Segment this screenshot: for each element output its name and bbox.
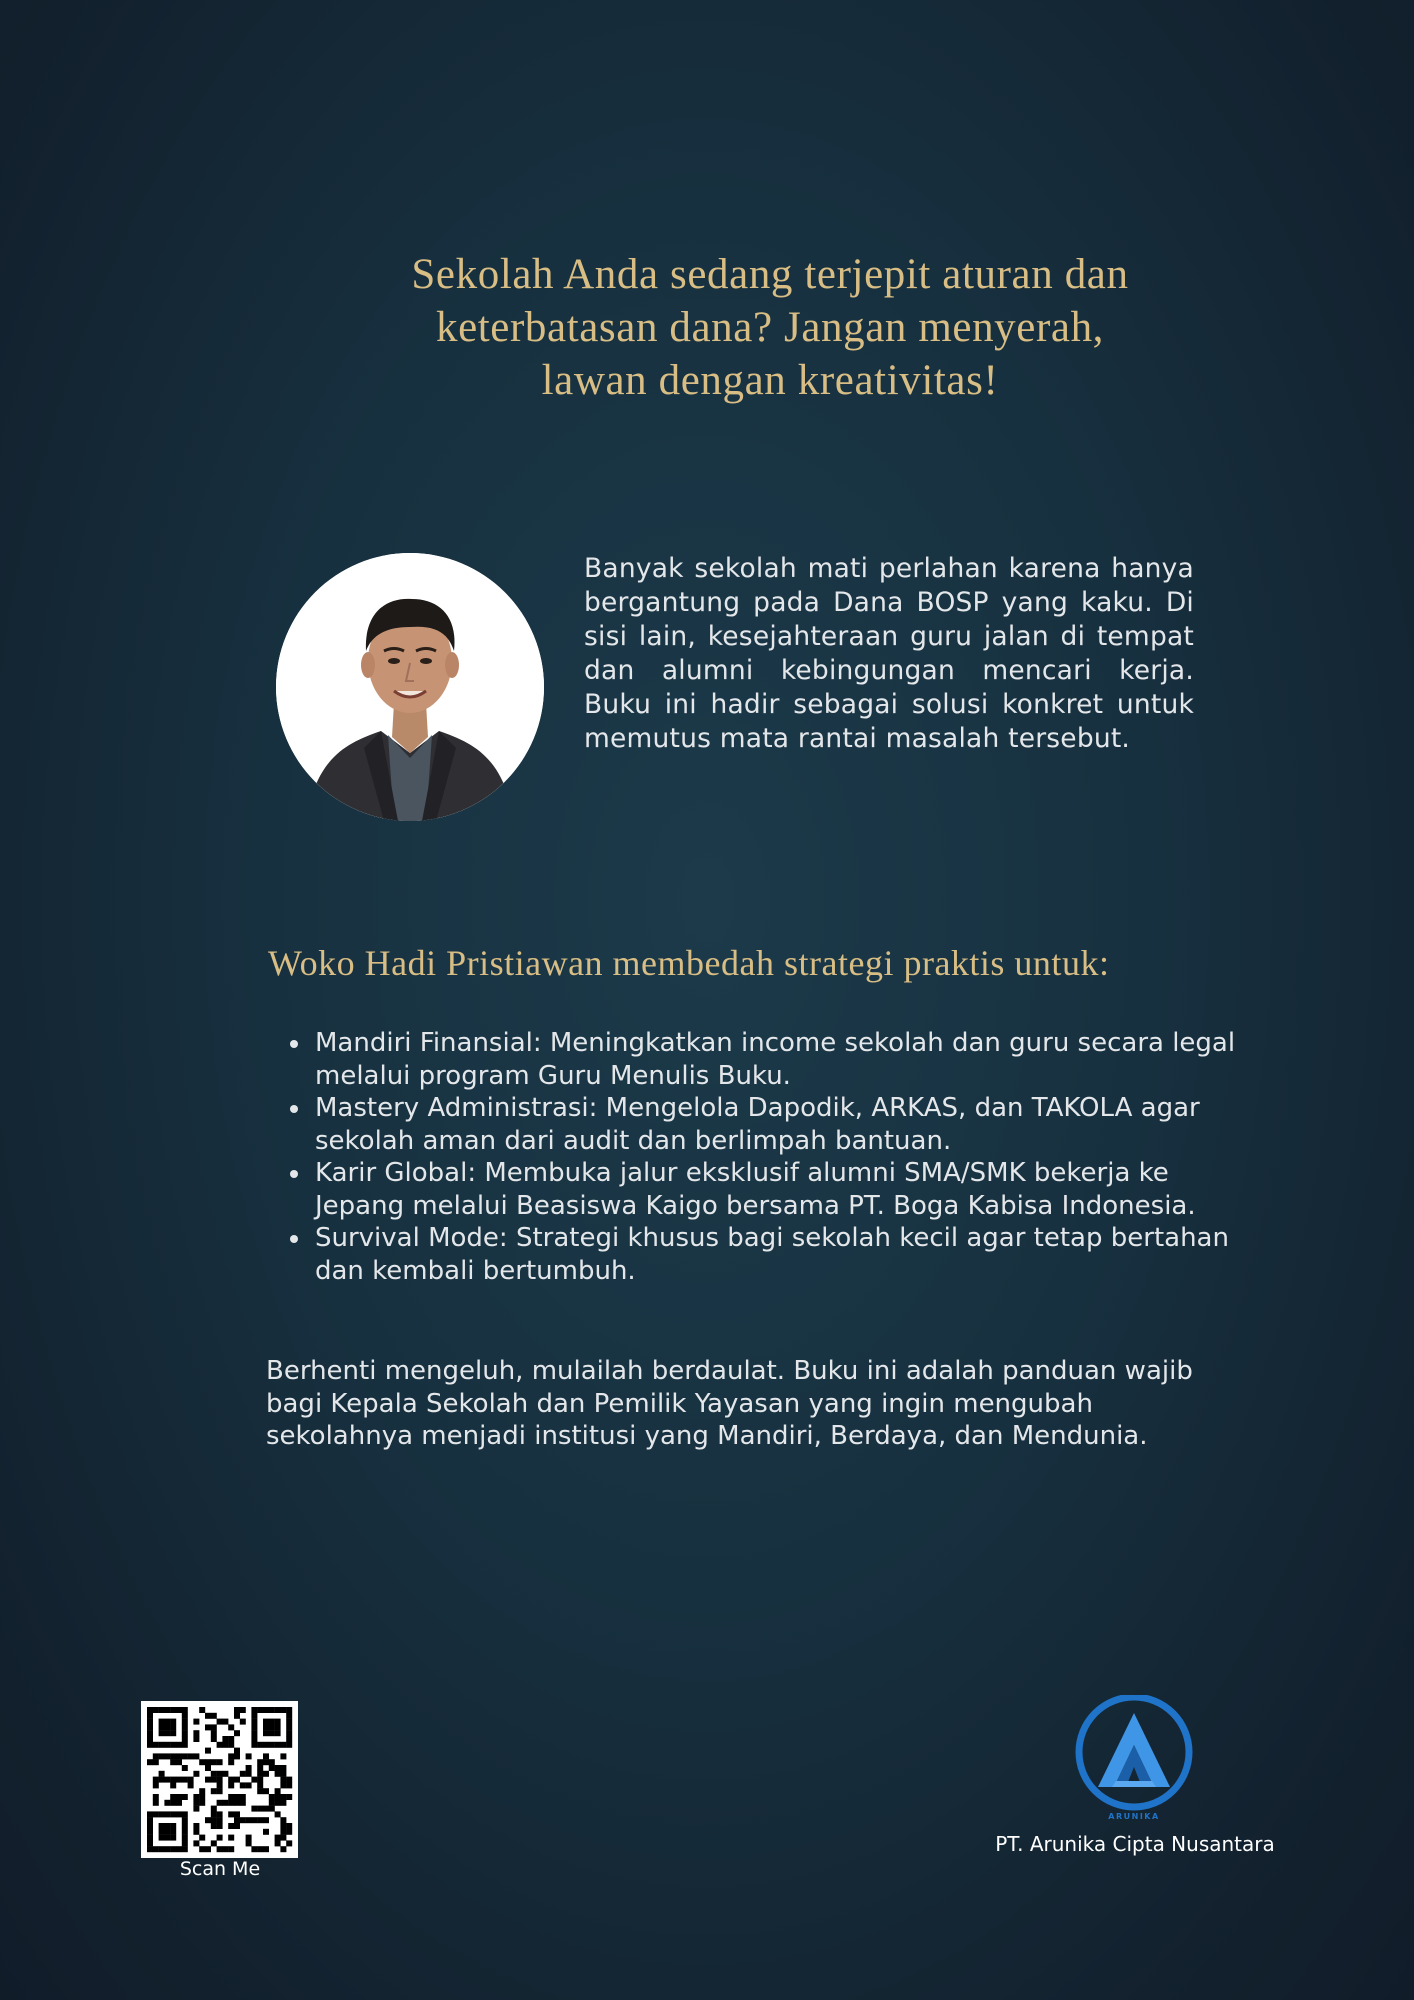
logo-wordmark: ARUNIKA: [1108, 1812, 1160, 1821]
strategy-subheading: Woko Hadi Pristiawan membedah strategi praktis untuk:: [268, 943, 1110, 983]
headline-line-2: keterbatasan dana? Jangan menyerah,: [435, 304, 1105, 351]
author-photo: [276, 553, 544, 821]
publisher-logo: [1074, 1695, 1194, 1825]
closing-paragraph: Berhenti mengeluh, mulailah berdaulat. Buku ini adalah panduan wajib bagi Kepala Sekolah dan Pemilik Yayasan yang ingin mengubah sekolahnya menjadi institusi yang Mandiri, Berdaya, dan Mendunia.: [266, 1356, 1193, 1451]
publisher-name: PT. Arunika Cipta Nusantara: [995, 1832, 1275, 1856]
headline-line-1: Sekolah Anda sedang terjepit aturan dan: [411, 251, 1129, 298]
arunika-logo-icon: [1074, 1695, 1194, 1825]
intro-paragraph: Banyak sekolah mati perlahan karena hanya bergantung pada Dana BOSP yang kaku. Di sisi lain, kesejahteraan guru jalan di tempat dan alumni kebingungan mencari kerja. Buku ini hadir sebagai solusi konkret untuk memutus mata rantai masalah tersebut.: [584, 553, 1194, 754]
headline-line-3: lawan dengan kreativitas!: [541, 357, 999, 404]
list-item: Mastery Administrasi: Mengelola Dapodik, ARKAS, dan TAKOLA agar sekolah aman dari audit dan berlimpah bantuan.: [315, 1092, 1245, 1157]
qr-label: Scan Me: [179, 1858, 261, 1880]
strategy-list: [280, 1027, 1245, 1287]
qr-code: [141, 1701, 298, 1858]
list-item: Mandiri Finansial: Meningkatkan income sekolah dan guru secara legal melalui program Guru Menulis Buku.: [315, 1027, 1245, 1092]
list-item: Karir Global: Membuka jalur eksklusif alumni SMA/SMK bekerja ke Jepang melalui Beasiswa Kaigo bersama PT. Boga Kabisa Indonesia.: [315, 1157, 1245, 1222]
headline: [320, 248, 1220, 407]
author-portrait-icon: [276, 553, 544, 821]
list-item: Survival Mode: Strategi khusus bagi sekolah kecil agar tetap bertahan dan kembali bertumbuh.: [315, 1222, 1245, 1287]
qr-code-icon: [141, 1701, 298, 1858]
